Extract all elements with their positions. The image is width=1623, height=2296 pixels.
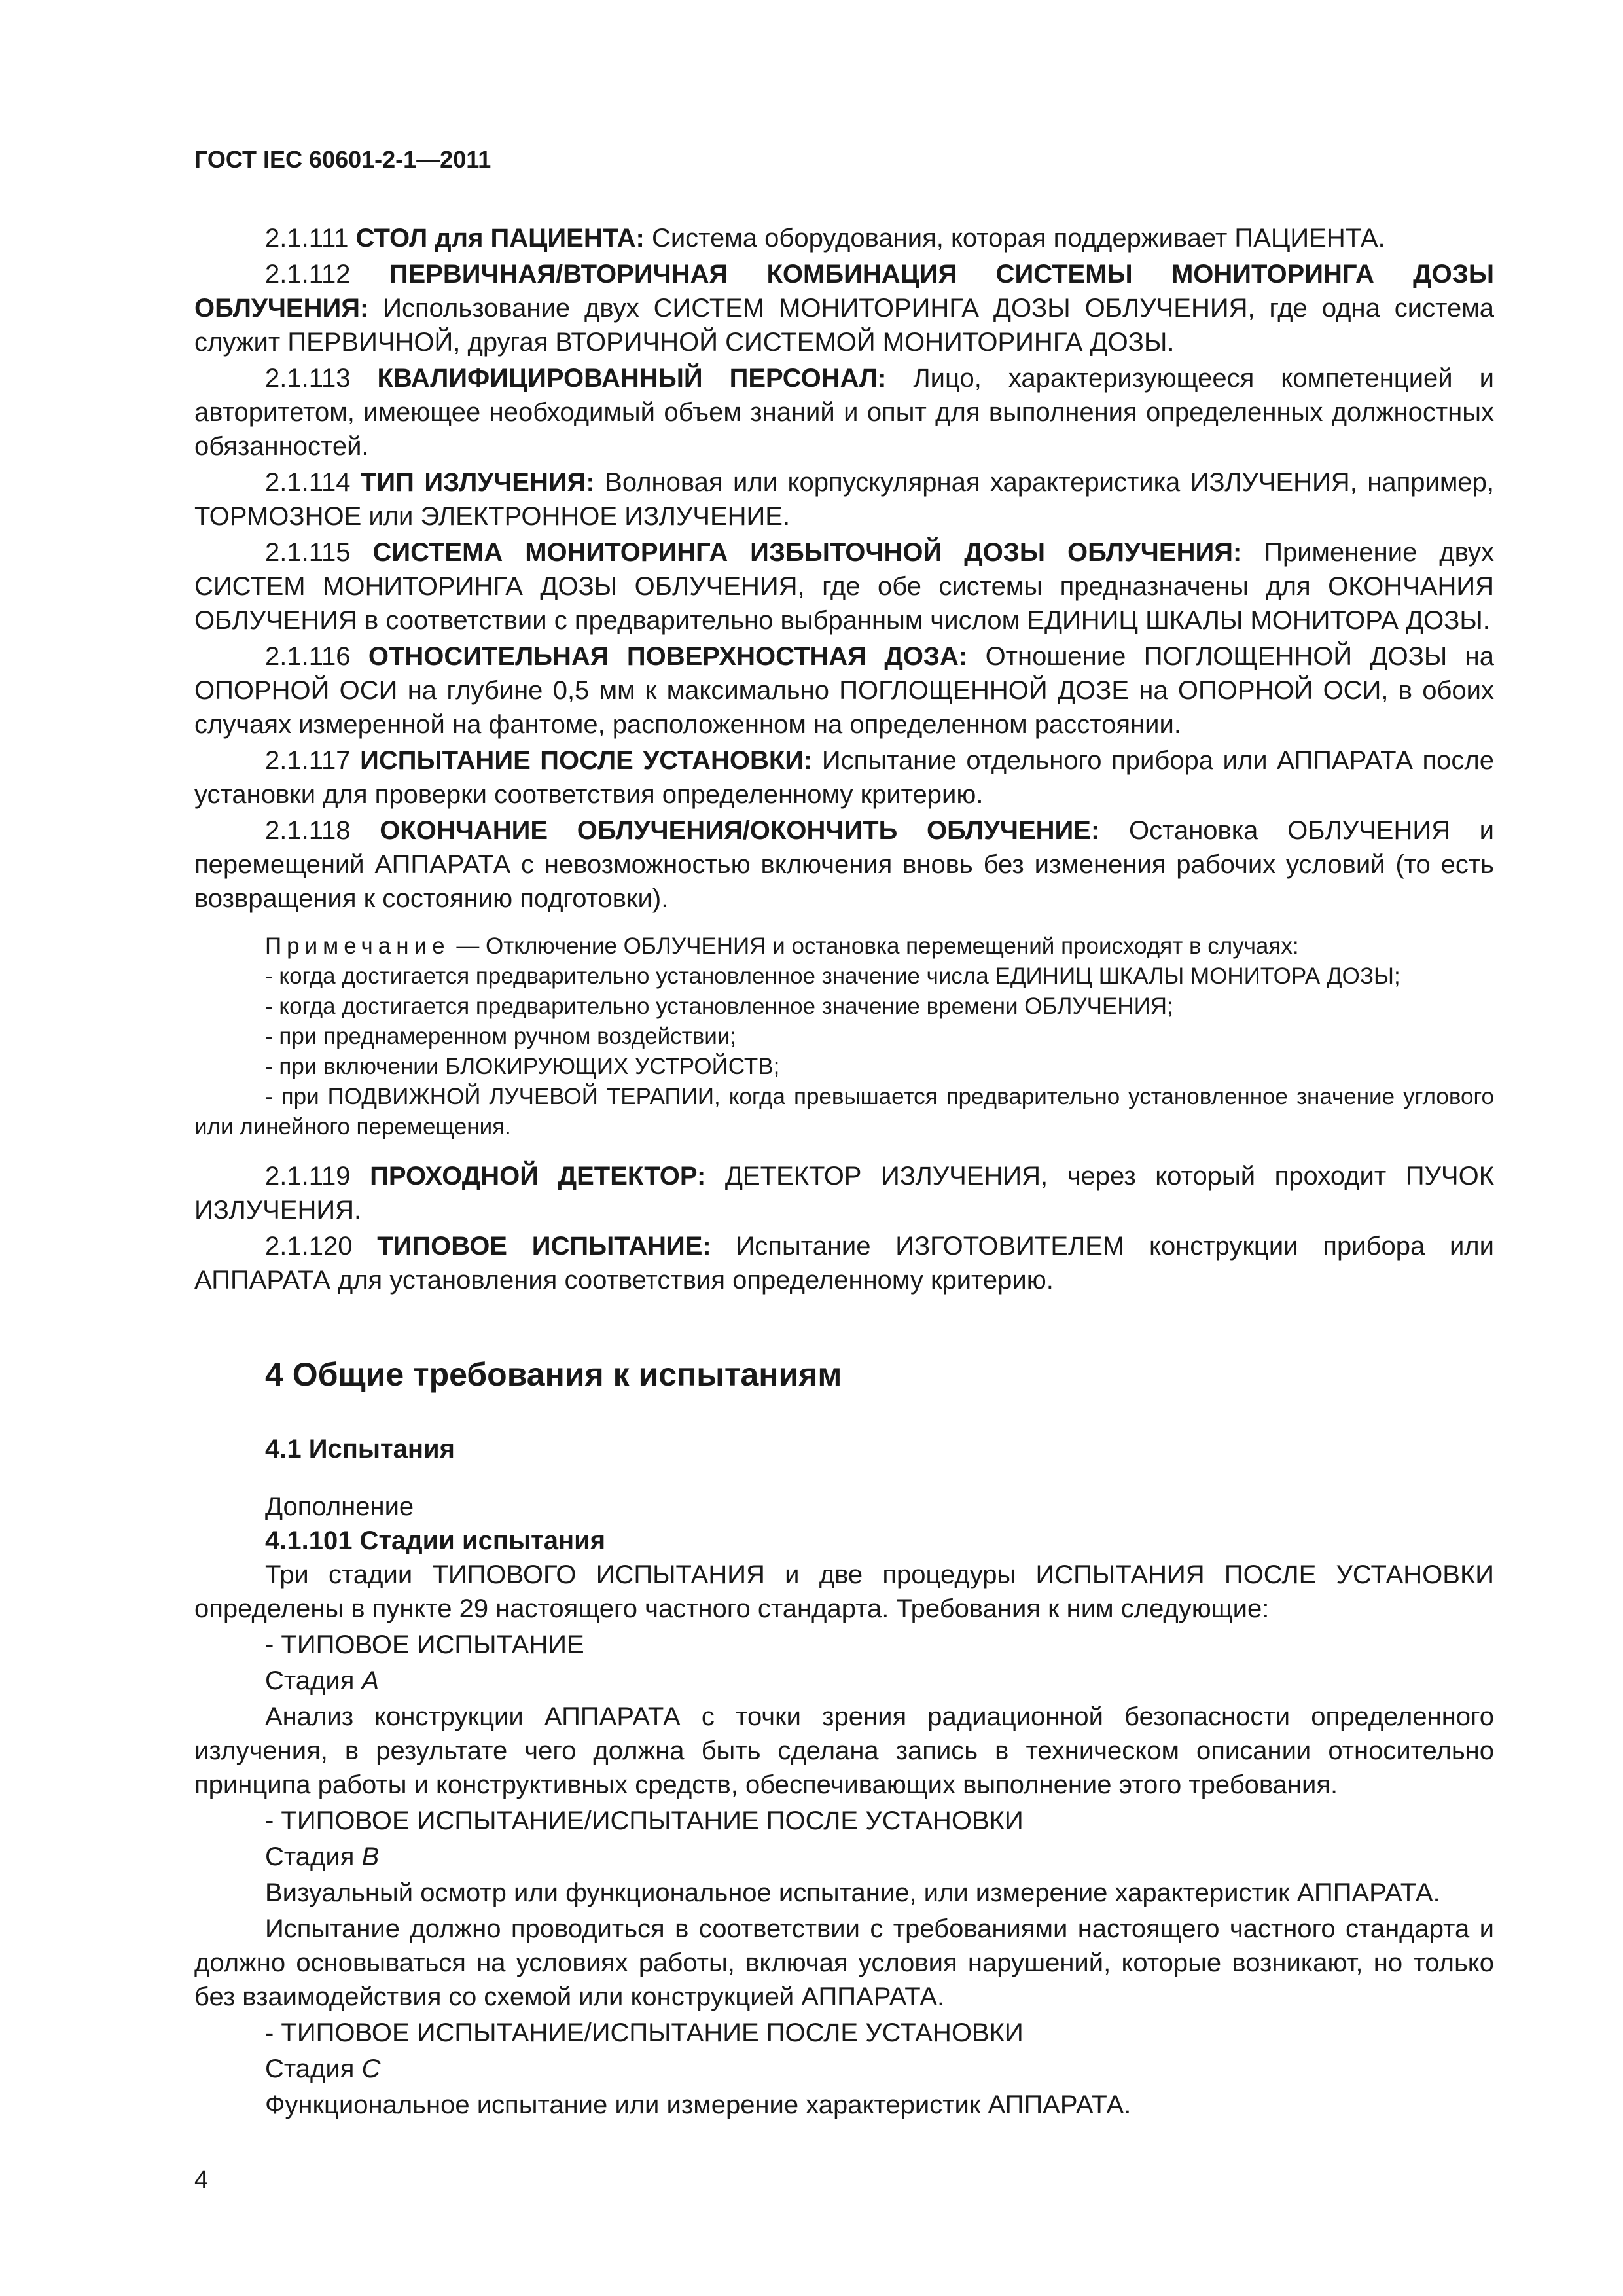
definition-text: Остановка ОБЛУЧЕНИЯ и перемещений АППАРАТА с невозможностью включения вновь без изменения рабочих условий (то есть возвращения к состоянию подготовки). [194,816,1494,913]
definition-term: ТИП ИЗЛУЧЕНИЯ: [360,468,595,497]
note-item: - когда достигается предварительно установленное значение времени ОБЛУЧЕНИЯ; [265,994,1173,1019]
definition-2-1-111 [194,221,1494,255]
addition-label: Дополнение [265,1492,414,1521]
note-intro-text: — Отключение ОБЛУЧЕНИЯ и остановка перемещений происходят в случаях: [456,933,1299,959]
definition-text: Испытание отдельного прибора или АППАРАТА после установки для проверки соответствия определенному критерию. [194,746,1494,809]
definition-text: Применение двух СИСТЕМ МОНИТОРИНГА ДОЗЫ ОБЛУЧЕНИЯ, где обе системы предназначены для ОКОНЧАНИЯ ОБЛУЧЕНИЯ в соответствии с предварительно выбранным числом ЕДИНИЦ ШКАЛЫ МОНИТОРА ДОЗЫ. [194,538,1494,635]
note-block [194,931,1494,1142]
note-intro [194,931,1494,961]
note-item: - когда достигается предварительно установленное значение числа ЕДИНИЦ ШКАЛЫ МОНИТОРА ДОЗЫ; [265,963,1400,989]
definition-2-1-116 [194,639,1494,742]
stage-a-text: Анализ конструкции АППАРАТА с точки зрения радиационной безопасности определенного излучения, в результате чего должна быть сделана запись в техническом описании относительно принципа работы и конструктивных средств, обеспечивающих выполнение этого требования. [194,1702,1494,1799]
stage-a-heading [194,1664,1494,1698]
note-item: - при преднамеренном ручном воздействии; [265,1024,737,1049]
definition-term: СТОЛ для ПАЦИЕНТА: [355,224,645,253]
definition-term: ТИПОВОЕ ИСПЫТАНИЕ: [377,1232,711,1261]
stage-c-type: - ТИПОВОЕ ИСПЫТАНИЕ/ИСПЫТАНИЕ ПОСЛЕ УСТАНОВКИ [265,2018,1024,2047]
definition-term: КВАЛИФИЦИРОВАННЫЙ ПЕРСОНАЛ: [377,364,887,393]
definition-number: 2.1.118 [265,816,351,845]
definition-2-1-118 [194,814,1494,916]
definition-term: СИСТЕМА МОНИТОРИНГА ИЗБЫТОЧНОЙ ДОЗЫ ОБЛУЧЕНИЯ: [372,538,1242,567]
note-item: - при включении БЛОКИРУЮЩИХ УСТРОЙСТВ; [265,1054,780,1079]
definition-term: ИСПЫТАНИЕ ПОСЛЕ УСТАНОВКИ: [360,746,813,775]
document-body [194,221,1494,2124]
definition-2-1-119 [194,1159,1494,1227]
definition-number: 2.1.112 [265,260,351,289]
definition-text: Система оборудования, которая поддерживает ПАЦИЕНТА. [651,224,1385,253]
definition-text: Испытание ИЗГОТОВИТЕЛЕМ конструкции прибора или АППАРАТА для установления соответствия определенному критерию. [194,1232,1494,1295]
page-number: 4 [194,2166,209,2194]
document-header: ГОСТ IEC 60601-2-1—2011 [194,146,491,173]
stage-word: Стадия [265,1666,355,1695]
definition-number: 2.1.113 [265,364,351,393]
stage-letter: А [361,1666,380,1695]
stage-c-text: Функциональное испытание или измерение характеристик АППАРАТА. [265,2090,1132,2119]
definition-number: 2.1.115 [265,538,351,567]
section-title: 4 Общие требования к испытаниям [265,1356,842,1393]
stage-b-text-2: Испытание должно проводиться в соответствии с требованиями настоящего частного стандарта и должно основываться на условиях работы, включая условия нарушений, которые возникают, но только без взаимодействия со схемой или конструкцией АППАРАТА. [194,1914,1494,2011]
definition-2-1-115 [194,535,1494,637]
definition-number: 2.1.114 [265,468,351,497]
definition-2-1-114 [194,465,1494,533]
definition-2-1-113 [194,361,1494,463]
stage-b-heading [194,1840,1494,1874]
definition-2-1-112 [194,257,1494,359]
definition-term: ОТНОСИТЕЛЬНАЯ ПОВЕРХНОСТНАЯ ДОЗА: [368,642,968,671]
note-label: Примечание [265,933,450,959]
stage-word: Стадия [265,1842,355,1871]
definition-term: ОКОНЧАНИЕ ОБЛУЧЕНИЯ/ОКОНЧИТЬ ОБЛУЧЕНИЕ: [380,816,1100,845]
definition-text: Лицо, характеризующееся компетенцией и авторитетом, имеющее необходимый объем знаний и опыт для выполнения определенных должностных обязанностей. [194,364,1494,461]
stage-c-heading [194,2052,1494,2086]
definition-text: Волновая или корпускулярная характеристика ИЗЛУЧЕНИЯ, например, ТОРМОЗНОЕ или ЭЛЕКТРОННОЕ ИЗЛУЧЕНИЕ. [194,468,1494,531]
clause-title: 4.1.101 Стадии испытания [265,1526,606,1555]
note-item: - при ПОДВИЖНОЙ ЛУЧЕВОЙ ТЕРАПИИ, когда превышается предварительно установленное значение углового или линейного перемещения. [194,1084,1494,1139]
definition-term: ПРОХОДНОЙ ДЕТЕКТОР: [370,1162,706,1191]
stage-letter: С [361,2054,381,2083]
definition-text: Отношение ПОГЛОЩЕННОЙ ДОЗЫ на ОПОРНОЙ ОСИ на глубине 0,5 мм к максимально ПОГЛОЩЕННОЙ ДОЗЕ на ОПОРНОЙ ОСИ, в обоих случаях измеренной на фантоме, расположенном на определенном расстоянии. [194,642,1494,739]
definition-number: 2.1.111 [265,224,349,253]
definition-text: Использование двух СИСТЕМ МОНИТОРИНГА ДОЗЫ ОБЛУЧЕНИЯ, где одна система служит ПЕРВИЧНОЙ, другая ВТОРИЧНОЙ СИСТЕМОЙ МОНИТОРИНГА ДОЗЫ. [194,294,1494,357]
clause-intro: Три стадии ТИПОВОГО ИСПЫТАНИЯ и две процедуры ИСПЫТАНИЯ ПОСЛЕ УСТАНОВКИ определены в пункте 29 настоящего частного стандарта. Требования к ним следующие: [194,1560,1494,1623]
definition-number: 2.1.117 [265,746,351,775]
definition-text: ДЕТЕКТОР ИЗЛУЧЕНИЯ, через который проходит ПУЧОК ИЗЛУЧЕНИЯ. [194,1162,1495,1225]
stage-b-text: Визуальный осмотр или функциональное испытание, или измерение характеристик АППАРАТА. [265,1878,1440,1907]
stage-a-type: - ТИПОВОЕ ИСПЫТАНИЕ [265,1630,584,1659]
definition-2-1-117 [194,744,1494,812]
definition-number: 2.1.120 [265,1232,353,1261]
stage-word: Стадия [265,2054,355,2083]
subsection-title: 4.1 Испытания [265,1435,455,1463]
definition-2-1-120 [194,1229,1494,1297]
definition-term: ПЕРВИЧНАЯ/ВТОРИЧНАЯ КОМБИНАЦИЯ СИСТЕМЫ МОНИТОРИНГА ДОЗЫ ОБЛУЧЕНИЯ: [194,260,1494,323]
definition-number: 2.1.119 [265,1162,351,1191]
definition-number: 2.1.116 [265,642,351,671]
stage-letter: В [361,1842,380,1871]
stage-b-type: - ТИПОВОЕ ИСПЫТАНИЕ/ИСПЫТАНИЕ ПОСЛЕ УСТАНОВКИ [265,1806,1024,1835]
